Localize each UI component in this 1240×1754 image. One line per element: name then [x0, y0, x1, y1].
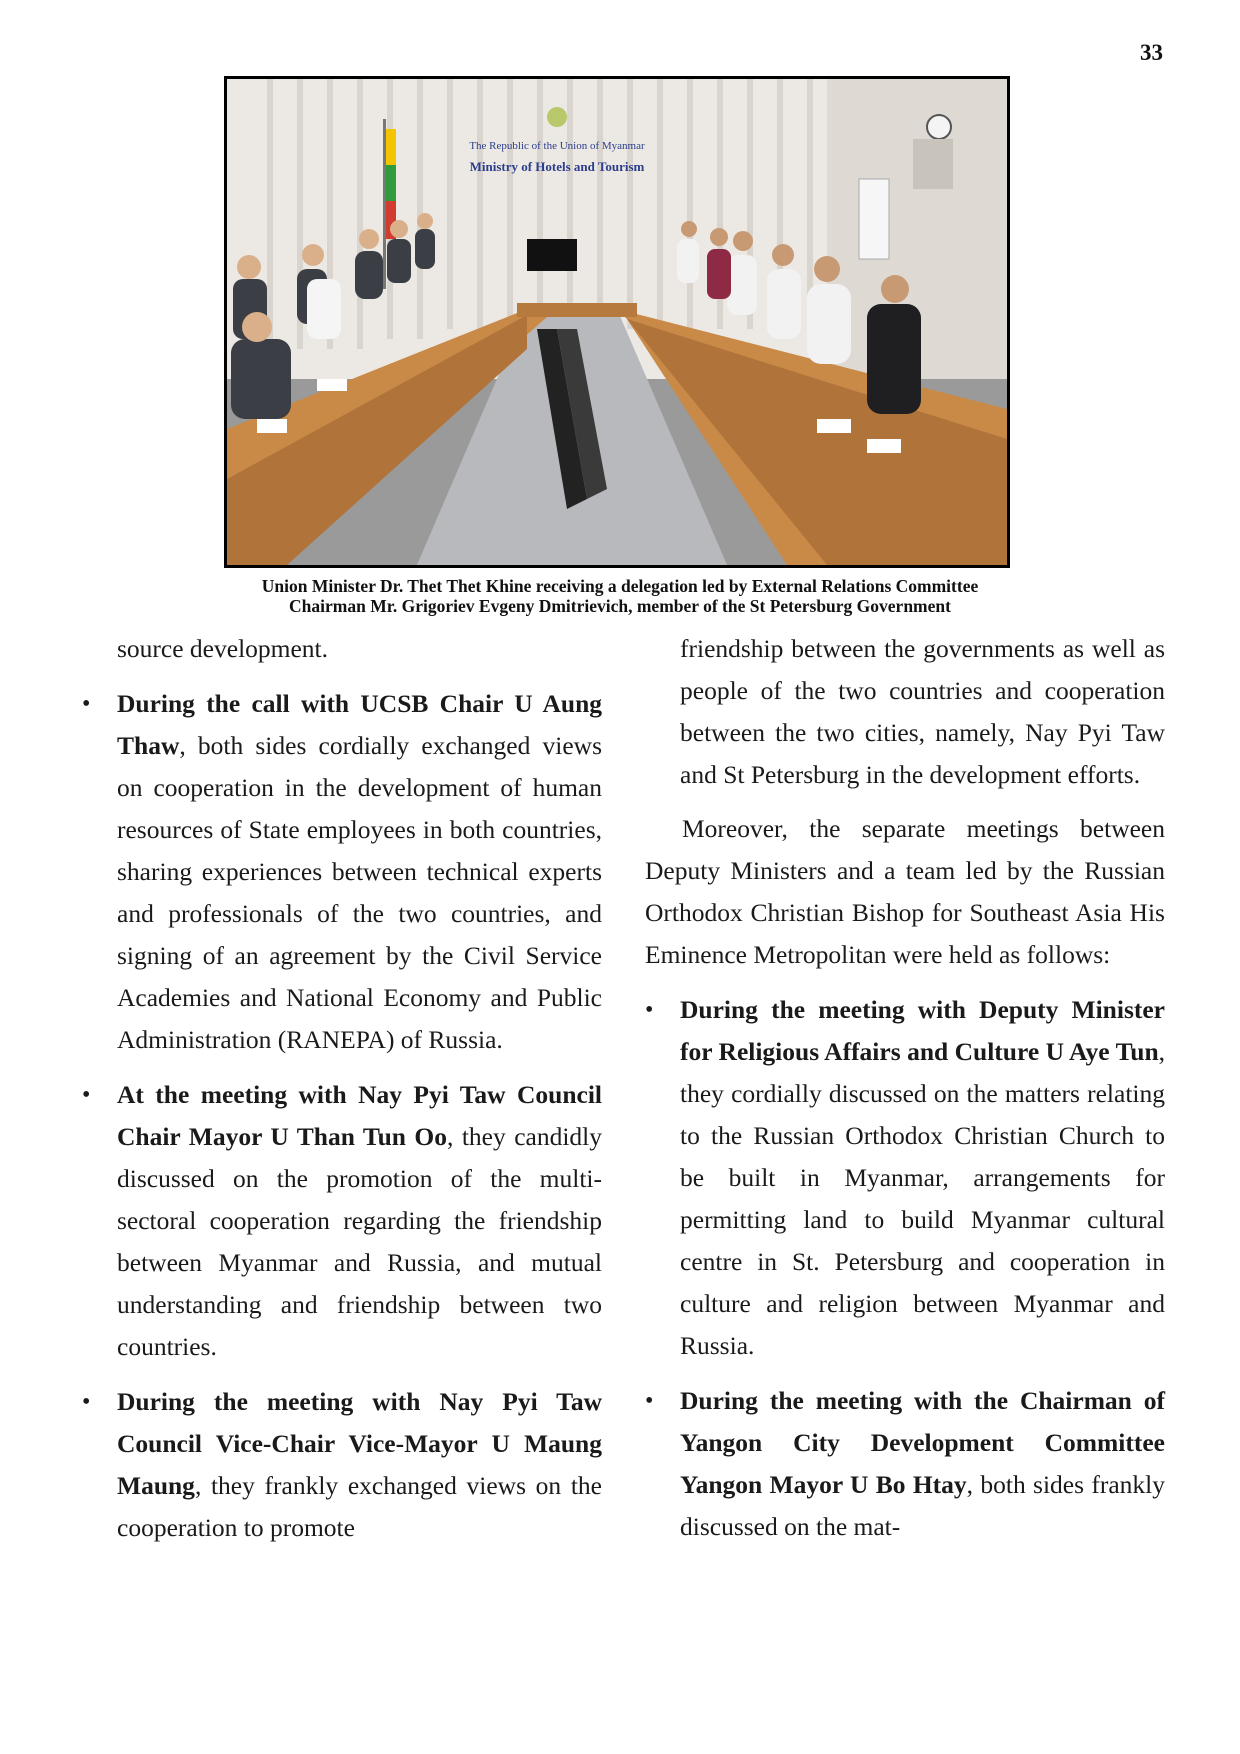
bullet-text: , they candidly discussed on the promotion of the multi-sectoral cooperation regarding the friendship between Myanmar and Russia, and mutual understanding and friendship between two countries. [117, 1122, 602, 1361]
bullet-bold: During the meeting with Deputy Minister for Religious Affairs and Culture U Aye Tun [680, 995, 1165, 1066]
bullet-bold: During the meeting with Nay Pyi Taw Council Vice-Chair Vice-Mayor U Maung Maung [117, 1387, 602, 1500]
continuation-text: friendship between the governments as well as people of the two countries and cooperation between the two cities, namely, Nay Pyi Taw and St Petersburg in the development efforts. [680, 634, 1165, 789]
list-item [82, 1381, 602, 1549]
meeting-photo [224, 76, 1010, 568]
right-column [645, 628, 1165, 1548]
left-column [82, 628, 602, 1549]
caption-line-1: Union Minister Dr. Thet Thet Khine receiving a delegation led by External Relations Committee [261, 576, 979, 596]
list-item [82, 1074, 602, 1368]
list-item [645, 989, 1165, 1367]
banner-line1: The Republic of the Union of Myanmar [469, 140, 645, 152]
photo-caption [120, 576, 1120, 616]
banner-line2: Ministry of Hotels and Tourism [469, 159, 645, 174]
lead-text: source development. [117, 634, 329, 663]
bullet-text: , they frankly exchanged views on the cooperation to promote [117, 1471, 602, 1542]
bullet-bold: During the call with UCSB Chair U Aung Thaw [117, 689, 602, 760]
bullet-text: , they cordially discussed on the matters relating to the Russian Orthodox Christian Church to be built in Myanmar, arrangements for permitting land to build Myanmar cultural centre in St. Petersburg and cooperation in culture and religion between Myanmar and Russia. [680, 1037, 1165, 1360]
page-number: 33 [1140, 40, 1163, 65]
bullet-bold: During the meeting with the Chairman of Yangon City Development Committee Yangon Mayor U Bo Htay [680, 1386, 1165, 1499]
bullet-text: , both sides frankly discussed on the mat- [680, 1470, 1165, 1541]
caption-line-2: Chairman Mr. Grigoriev Evgeny Dmitrievich, member of the St Petersburg Government [289, 596, 951, 616]
paragraph: Moreover, the separate meetings between Deputy Ministers and a team led by the Russian Orthodox Christian Bishop for Southeast Asia His Eminence Metropolitan were held as follows: [645, 814, 1165, 969]
right-bullet-list [645, 989, 1165, 1548]
bullet-bold: At the meeting with Nay Pyi Taw Council Chair Mayor U Than Tun Oo [117, 1080, 602, 1151]
left-bullet-list [82, 683, 602, 1549]
list-item [645, 1380, 1165, 1548]
list-item [82, 683, 602, 1061]
bullet-text: , both sides cordially exchanged views on cooperation in the development of human resources of State employees in both countries, sharing experiences between technical experts and professionals of the two countries, and signing of an agreement by the Civil Service Academies and National Economy and Public Administration (RANEPA) of Russia. [117, 731, 602, 1054]
